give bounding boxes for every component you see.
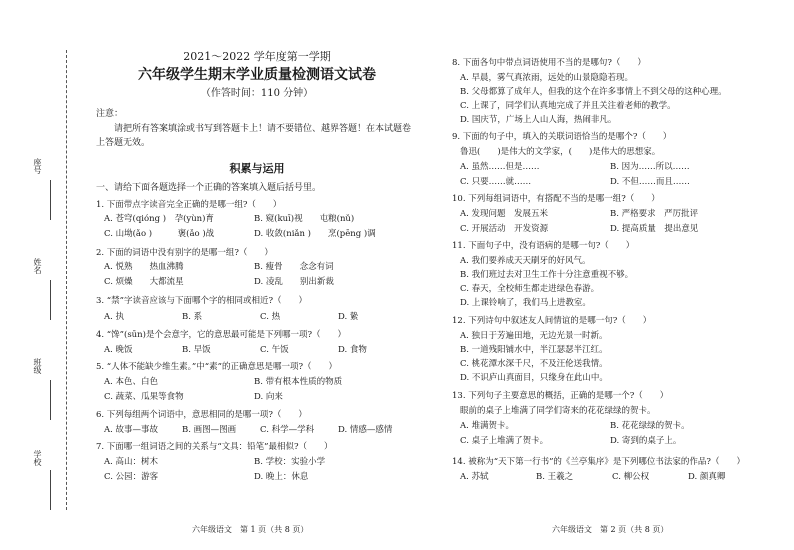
option: D. 提高质量 提出意见	[610, 224, 699, 234]
option: C. 科学—学科	[260, 425, 315, 435]
exam-duration: （作答时间：110 分钟）	[200, 88, 314, 99]
name-line	[50, 280, 51, 320]
class-label: 班级	[33, 358, 42, 374]
question-6-options	[104, 423, 418, 435]
question-14: 14. 被称为“天下第一行书”的《兰亭集序》是下列哪位书法家的作品?（ ）	[452, 457, 745, 467]
exam-title: 六年级学生期末学业质量检测语文试卷	[138, 67, 376, 83]
question-3: 3. “禁”字读音应该与下面哪个字的相同或相近?（ ）	[96, 296, 308, 306]
question-12: 12. 下列诗句中叙述友人间情谊的是哪一句?（ ）	[452, 316, 652, 326]
question-2-options	[104, 260, 418, 287]
question-1: 1. 下面带点字读音完全正确的是哪一组?（ ）	[96, 200, 282, 210]
question-5: 5. “人体不能缺少维生素。”中“素”的正确意思是哪一项?（ ）	[96, 362, 338, 372]
question-3-options	[104, 310, 418, 322]
option: B. 我们班过去对卫生工作十分注意重视不够。	[460, 270, 634, 280]
option: B. 窥(kuī)视 屯粮(nǔ)	[254, 214, 355, 224]
option: A. 早晨，雾气真浓雨，远处的山景隐隐若现。	[460, 73, 634, 83]
notice-text: 请把所有答案填涂或书写到答题卡上！请不要错位、越界答题！在本试题卷上答题无效。	[96, 124, 412, 148]
option: C. 午饭	[260, 345, 289, 355]
question-4-options	[104, 343, 418, 355]
question-10: 10. 下列每组词语中，有搭配不当的是哪一组?（ ）	[452, 194, 660, 204]
option: C. 蔬菜、瓜果等食物	[104, 392, 184, 402]
question-13: 13. 下列句子主要意思的概括，正确的是哪一个?（ ）	[452, 391, 669, 401]
question-4: 4. “馋”(sūn)是个会意字，它的意思最可能是下列哪一项?（ ）	[96, 330, 347, 340]
option: A. 我们要养成天天刷牙的好风气。	[460, 256, 591, 266]
option: C. 山坳(ǎo ) 褒(ǎo )战	[104, 229, 215, 239]
option: C. 公园：游客	[104, 472, 159, 482]
option: B. 早饭	[182, 345, 211, 355]
option: A. 高山：树木	[104, 457, 159, 467]
option: D. 颜真卿	[688, 472, 726, 482]
option: D. 情感—感情	[338, 425, 393, 435]
option: B. 学校：实验小学	[254, 457, 326, 467]
question-1-options	[104, 212, 418, 239]
option: B. 王羲之	[536, 472, 574, 482]
seat-line	[50, 180, 51, 220]
option: C. 春天，全校师生都走进绿色春游。	[460, 284, 600, 294]
school-line	[50, 470, 51, 510]
question-2: 2. 下面的词语中没有别字的是哪一组?（ ）	[96, 248, 273, 258]
footer-left: 六年级语文 第 1 页（共 8 页）	[192, 525, 309, 534]
part-instruction: 一、请给下面各题选择一个正确的答案填入题后括号里。	[96, 183, 322, 193]
option: B. 画图—图画	[182, 425, 237, 435]
option: A. 晚饭	[104, 345, 133, 355]
option: C. 只要……就……	[460, 177, 532, 187]
cut-line	[66, 50, 67, 510]
question-5-options	[104, 375, 418, 402]
option: B. 严格要求 严厉批评	[610, 209, 699, 219]
question-11: 11. 下面句子中，没有语病的是哪一句?（ ）	[452, 241, 635, 251]
option: B. 一道残阳铺水中，半江瑟瑟半江红。	[460, 345, 608, 355]
binding-margin	[12, 30, 82, 530]
option: D. 国庆节，广场上人山人海，热闹非凡。	[460, 115, 617, 125]
question-8: 8. 下面各句中带点词语使用不当的是哪句?（ ）	[452, 58, 646, 68]
option: D. 不但……而且……	[610, 177, 690, 187]
question-13-options	[460, 419, 770, 446]
option: C. 烦燥 大都流星	[104, 277, 184, 287]
option: D. 不识庐山真面目，只缘身在此山中。	[460, 373, 608, 383]
name-label: 姓名	[33, 258, 42, 274]
option: A. 发现问题 发展五米	[460, 209, 549, 219]
question-9-sentence: 鲁迅( )是伟大的文学家，( )是伟大的思想家。	[460, 147, 661, 157]
seat-label: 座号	[33, 158, 42, 174]
option: C. 柳公权	[612, 472, 650, 482]
option: D. 上课铃响了，我们马上进教室。	[460, 298, 591, 308]
option: C. 热	[260, 312, 281, 322]
option: A. 执	[104, 312, 125, 322]
option: C. 桃花潭水深千尺，不及汪伦送我情。	[460, 359, 608, 369]
school-label: 学校	[33, 450, 42, 466]
option: B. 花花绿绿的贺卡。	[610, 421, 690, 431]
option: B. 系	[182, 312, 203, 322]
option: D. 晚上：休息	[254, 472, 309, 482]
notice-heading: 注意：	[96, 109, 124, 119]
option: D. 絷	[338, 312, 359, 322]
option: B. 带有根本性质的物质	[254, 377, 343, 387]
option: D. 收敛(niǎn ) 烹(pēng )调	[254, 229, 376, 239]
option: C. 上课了，同学们认真地完成了并且关注着老师的教学。	[460, 101, 676, 111]
question-6: 6. 下列每组两个词语中，意思相同的是哪一项?（ ）	[96, 410, 307, 420]
footer-right: 六年级语文 第 2 页（共 8 页）	[552, 525, 669, 534]
option: A. 独日于芳遍田地，无边光景一时新。	[460, 331, 608, 341]
option: B. 因为……所以……	[610, 162, 690, 172]
term-title: 2021～2022 学年度第一学期	[183, 50, 331, 63]
section-title: 积累与运用	[229, 162, 285, 175]
option: D. 向来	[254, 392, 283, 402]
option: A. 故事—事故	[104, 425, 159, 435]
option: A. 堆满贺卡。	[460, 421, 515, 431]
question-9-options	[460, 160, 770, 187]
question-9: 9. 下面的句子中，填入的关联词语恰当的是哪个?（ ）	[452, 132, 672, 142]
question-10-options	[460, 207, 770, 234]
option: D. 寄到的桌子上。	[610, 436, 682, 446]
question-13-sentence: 眼前的桌子上堆满了同学们寄来的花花绿绿的贺卡。	[460, 406, 656, 416]
question-7: 7. 下面哪一组词语之间的关系与“文具：铅笔”最相似?（ ）	[96, 442, 333, 452]
question-14-options	[460, 470, 770, 482]
option: D. 食物	[338, 345, 367, 355]
option: A. 虽然……但是……	[460, 162, 540, 172]
question-7-options	[104, 455, 418, 482]
option: A. 苏轼	[460, 472, 489, 482]
option: B. 瘦骨 念念有词	[254, 262, 334, 272]
option: A. 苍穹(qióng ) 孕(yùn)育	[104, 214, 214, 224]
option: D. 凌乱 别出新裁	[254, 277, 334, 287]
class-line	[50, 380, 51, 420]
option: C. 桌子上堆满了贺卡。	[460, 436, 549, 446]
option: A. 悦熟 热血沸腾	[104, 262, 184, 272]
option: B. 父母都算了成年人，但我的这个在许多事情上不到父母的这种心理。	[460, 87, 727, 97]
option: A. 本色、白色	[104, 377, 159, 387]
option: C. 开展活动 开发资源	[460, 224, 549, 234]
